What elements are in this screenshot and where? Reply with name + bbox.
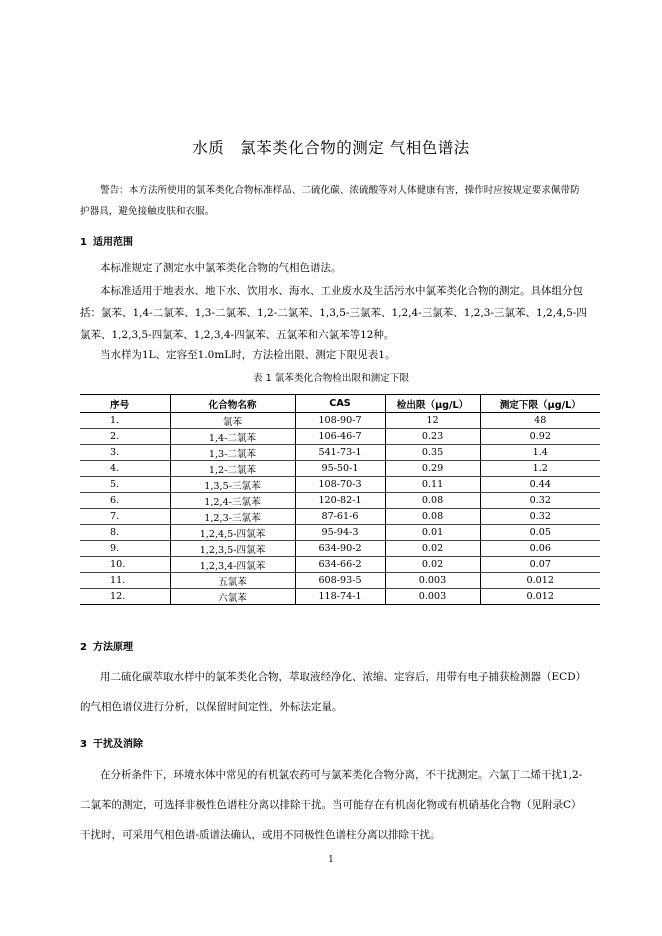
cell-cas: 108-90-7 (295, 413, 385, 429)
cell-quant-limit: 0.07 (480, 557, 600, 573)
cell-detection-limit: 0.29 (385, 461, 480, 477)
cell-seq: 2. (80, 429, 170, 445)
cell-quant-limit: 48 (480, 413, 600, 429)
cell-compound: 五氯苯 (170, 573, 295, 589)
title-part-2: 氯苯类化合物的测定 气相色谱法 (240, 139, 470, 157)
table-row (80, 493, 600, 509)
cell-detection-limit: 0.08 (385, 509, 480, 525)
cell-seq: 8. (80, 525, 170, 541)
cell-detection-limit: 0.02 (385, 541, 480, 557)
cell-quant-limit: 1.4 (480, 445, 600, 461)
section-3-number: 3 (80, 739, 87, 750)
cell-seq: 11. (80, 573, 170, 589)
page-number: 1 (328, 855, 334, 865)
cell-cas: 118-74-1 (295, 589, 385, 605)
cell-seq: 10. (80, 557, 170, 573)
header-seq: 序号 (80, 395, 170, 413)
section-1-title: 适用范围 (92, 237, 133, 248)
cell-cas: 106-46-7 (295, 429, 385, 445)
table-row (80, 525, 600, 541)
section-3-paragraph: 在分析条件下，环境水体中常见的有机氯农药可与氯苯类化合物分离，不干扰测定。六氯丁二烯干扰1,2-二氯苯的测定，可选择非极性色谱柱分离以排除干扰。当可能存在有机卤化物或有机硝基化合物（见附录C）干扰时，可采用气相色谱-质谱法确认，或用不同极性色谱柱分离以排除干扰。 (80, 769, 583, 841)
section-2-heading (80, 638, 133, 653)
section-2-number: 2 (80, 642, 87, 653)
cell-quant-limit: 0.44 (480, 477, 600, 493)
detection-limit-table (80, 394, 600, 605)
cell-seq: 9. (80, 541, 170, 557)
table-row (80, 461, 600, 477)
cell-quant-limit: 0.32 (480, 493, 600, 509)
header-cas: CAS (295, 395, 385, 413)
cell-cas: 87-61-6 (295, 509, 385, 525)
table-row (80, 509, 600, 525)
cell-detection-limit: 0.02 (385, 557, 480, 573)
section-2-paragraph: 用二硫化碳萃取水样中的氯苯类化合物，萃取液经净化、浓缩、定容后，用带有电子捕获检测器（ECD）的气相色谱仪进行分析，以保留时间定性，外标法定量。 (80, 671, 587, 713)
cell-compound: 1,2,3,5-四氯苯 (170, 541, 295, 557)
cell-detection-limit: 12 (385, 413, 480, 429)
section-1-number: 1 (80, 237, 87, 248)
header-compound: 化合物名称 (170, 395, 295, 413)
cell-quant-limit: 0.92 (480, 429, 600, 445)
header-quant-limit: 测定下限（μg/L） (480, 395, 600, 413)
cell-cas: 95-94-3 (295, 525, 385, 541)
section-1-paragraph-3: 当水样为1L、定容至1.0mL时，方法检出限、测定下限见表1。 (100, 349, 396, 361)
table-header-row (80, 395, 600, 413)
title-part-1: 水质 (192, 139, 225, 157)
cell-detection-limit: 0.08 (385, 493, 480, 509)
cell-compound: 六氯苯 (170, 589, 295, 605)
table-row (80, 477, 600, 493)
cell-detection-limit: 0.003 (385, 573, 480, 589)
cell-detection-limit: 0.35 (385, 445, 480, 461)
cell-cas: 108-70-3 (295, 477, 385, 493)
section-3-title: 干扰及消除 (92, 739, 143, 750)
cell-quant-limit: 0.012 (480, 589, 600, 605)
cell-seq: 3. (80, 445, 170, 461)
cell-seq: 12. (80, 589, 170, 605)
table-row (80, 413, 600, 429)
cell-compound: 1,3,5-三氯苯 (170, 477, 295, 493)
cell-detection-limit: 0.01 (385, 525, 480, 541)
section-1-heading (80, 233, 133, 248)
warning-text: 警告：本方法所使用的氯苯类化合物标准样品、二硫化碳、浓硫酸等对人体健康有害，操作时应按规定要求佩带防护器具，避免接触皮肤和衣服。 (80, 185, 580, 217)
cell-cas: 120-82-1 (295, 493, 385, 509)
section-3-heading (80, 735, 143, 750)
cell-quant-limit: 1.2 (480, 461, 600, 477)
cell-seq: 6. (80, 493, 170, 509)
cell-compound: 1,4-二氯苯 (170, 429, 295, 445)
section-1-paragraph-2: 本标准适用于地表水、地下水、饮用水、海水、工业废水及生活污水中氯苯类化合物的测定。具体组分包括：氯苯、1,4-二氯苯、1,3-二氯苯、1,2-二氯苯、1,3,5-三氯苯、1,2,4-三氯苯、1,2,3-三氯苯、1,2,4,5-四氯苯、1,2,3,5-四氯苯、1,2,3,4-四氯苯、五氯苯和六氯苯等12种。 (80, 285, 587, 341)
cell-seq: 5. (80, 477, 170, 493)
cell-compound: 1,3-二氯苯 (170, 445, 295, 461)
table-row (80, 573, 600, 589)
cell-seq: 1. (80, 413, 170, 429)
cell-compound: 1,2,4,5-四氯苯 (170, 525, 295, 541)
section-1-paragraph-1: 本标准规定了测定水中氯苯类化合物的气相色谱法。 (100, 262, 342, 274)
cell-compound: 1,2,3,4-四氯苯 (170, 557, 295, 573)
cell-cas: 541-73-1 (295, 445, 385, 461)
cell-compound: 氯苯 (170, 413, 295, 429)
header-detection-limit: 检出限（μg/L） (385, 395, 480, 413)
table-body (80, 413, 600, 605)
table-row (80, 429, 600, 445)
cell-cas: 634-90-2 (295, 541, 385, 557)
table-row (80, 445, 600, 461)
table-row (80, 541, 600, 557)
table-row (80, 589, 600, 605)
cell-seq: 7. (80, 509, 170, 525)
section-2-title: 方法原理 (92, 642, 133, 653)
cell-quant-limit: 0.06 (480, 541, 600, 557)
cell-quant-limit: 0.05 (480, 525, 600, 541)
cell-cas: 634-66-2 (295, 557, 385, 573)
cell-detection-limit: 0.23 (385, 429, 480, 445)
document-title (0, 136, 662, 158)
cell-cas: 608-93-5 (295, 573, 385, 589)
cell-compound: 1,2,3-三氯苯 (170, 509, 295, 525)
table-caption: 表 1 氯苯类化合物检出限和测定下限 (252, 373, 410, 384)
cell-compound: 1,2,4-三氯苯 (170, 493, 295, 509)
cell-quant-limit: 0.32 (480, 509, 600, 525)
cell-quant-limit: 0.012 (480, 573, 600, 589)
cell-seq: 4. (80, 461, 170, 477)
table-row (80, 557, 600, 573)
cell-compound: 1,2-二氯苯 (170, 461, 295, 477)
cell-cas: 95-50-1 (295, 461, 385, 477)
cell-detection-limit: 0.003 (385, 589, 480, 605)
cell-detection-limit: 0.11 (385, 477, 480, 493)
